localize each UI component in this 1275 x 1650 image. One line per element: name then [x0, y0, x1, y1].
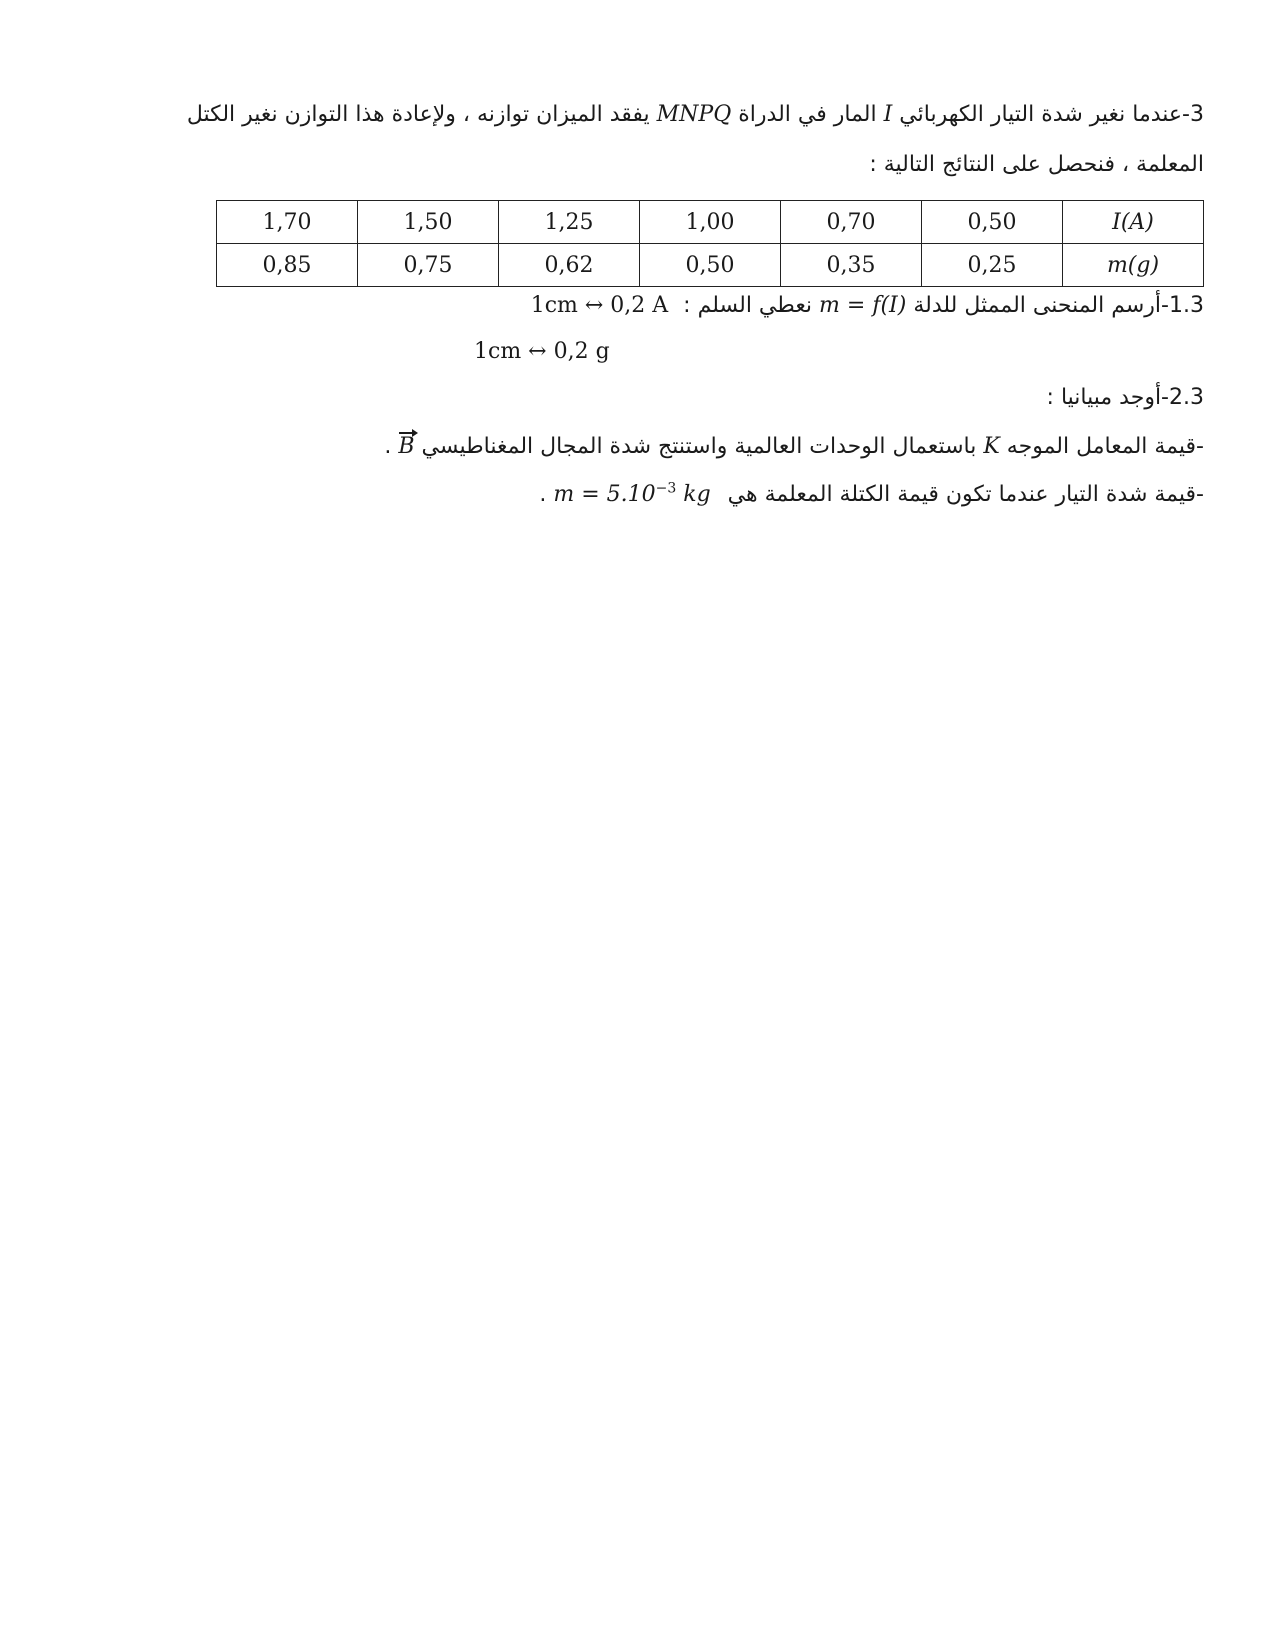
- intro-text-part3: يفقد الميزان توازنه ، ولإعادة هذا التوازن نغير الكتل: [186, 102, 657, 127]
- question-2-3-title-text: 2.3-أوجد مبيانيا :: [1046, 385, 1204, 410]
- table-cell: 0,75: [358, 244, 499, 287]
- mass-equation-exponent: −3: [655, 480, 677, 497]
- table-header-current: I(A): [1063, 201, 1204, 244]
- intro-line-2: [869, 150, 1204, 180]
- scale-mass: 1cm ↔ 0,2 g: [474, 339, 610, 364]
- table-cell: 0,50: [922, 201, 1063, 244]
- table-cell: 0,62: [499, 244, 640, 287]
- table-cell: 0,35: [781, 244, 922, 287]
- question-2-3-item-1: [384, 432, 1204, 462]
- question-2-3-title: [1047, 383, 1204, 413]
- scale-current: 1cm ↔ 0,2 A: [530, 293, 669, 318]
- intro-line-1: [187, 100, 1204, 130]
- table-header-mass: m(g): [1063, 244, 1204, 287]
- table-cell: 1,25: [499, 201, 640, 244]
- measurements-table: [216, 200, 1204, 287]
- variable-MNPQ: MNPQ: [656, 102, 732, 127]
- question-1-3-text-part2: نعطي السلم :: [676, 293, 820, 318]
- table-row-mass: [217, 244, 1204, 287]
- table-cell: 0,25: [922, 244, 1063, 287]
- mass-equation-unit: kg: [676, 482, 711, 507]
- table-row-current: [217, 201, 1204, 244]
- scale-mass-line: [474, 337, 610, 367]
- intro-text-part2: المار في الدراة: [731, 102, 884, 127]
- item1-text-part2: باستعمال الوحدات العالمية واستنتج شدة المجال المغناطيسي: [414, 434, 984, 459]
- table-cell: 1,70: [217, 201, 358, 244]
- table-cell: 0,70: [781, 201, 922, 244]
- item1-end: .: [384, 434, 399, 459]
- item1-text-part1: -قيمة المعامل الموجه: [999, 434, 1204, 459]
- table-cell: 1,00: [640, 201, 781, 244]
- intro-text-line2: المعلمة ، فنحصل على النتائج التالية :: [869, 152, 1204, 177]
- question-2-3-item-2: [539, 480, 1204, 510]
- mass-equation: [553, 480, 710, 510]
- table-cell: 1,50: [358, 201, 499, 244]
- question-1-3-text-part1: 1.3-أرسم المنحنى الممثل للدلة: [906, 293, 1204, 318]
- question-1-3: [531, 291, 1204, 321]
- item2-text-part1: -قيمة شدة التيار عندما تكون قيمة الكتلة المعلمة هي: [720, 482, 1204, 507]
- function-m-of-I: m = f(I): [819, 293, 907, 318]
- variable-I: I: [883, 102, 893, 127]
- table-cell: 0,85: [217, 244, 358, 287]
- variable-K: K: [983, 434, 1000, 459]
- mass-equation-base: m = 5.10: [553, 482, 656, 507]
- item2-end: .: [539, 482, 554, 507]
- table-cell: 0,50: [640, 244, 781, 287]
- vector-B: B: [398, 432, 414, 462]
- intro-text-part1: 3-عندما نغير شدة التيار الكهربائي: [892, 102, 1204, 127]
